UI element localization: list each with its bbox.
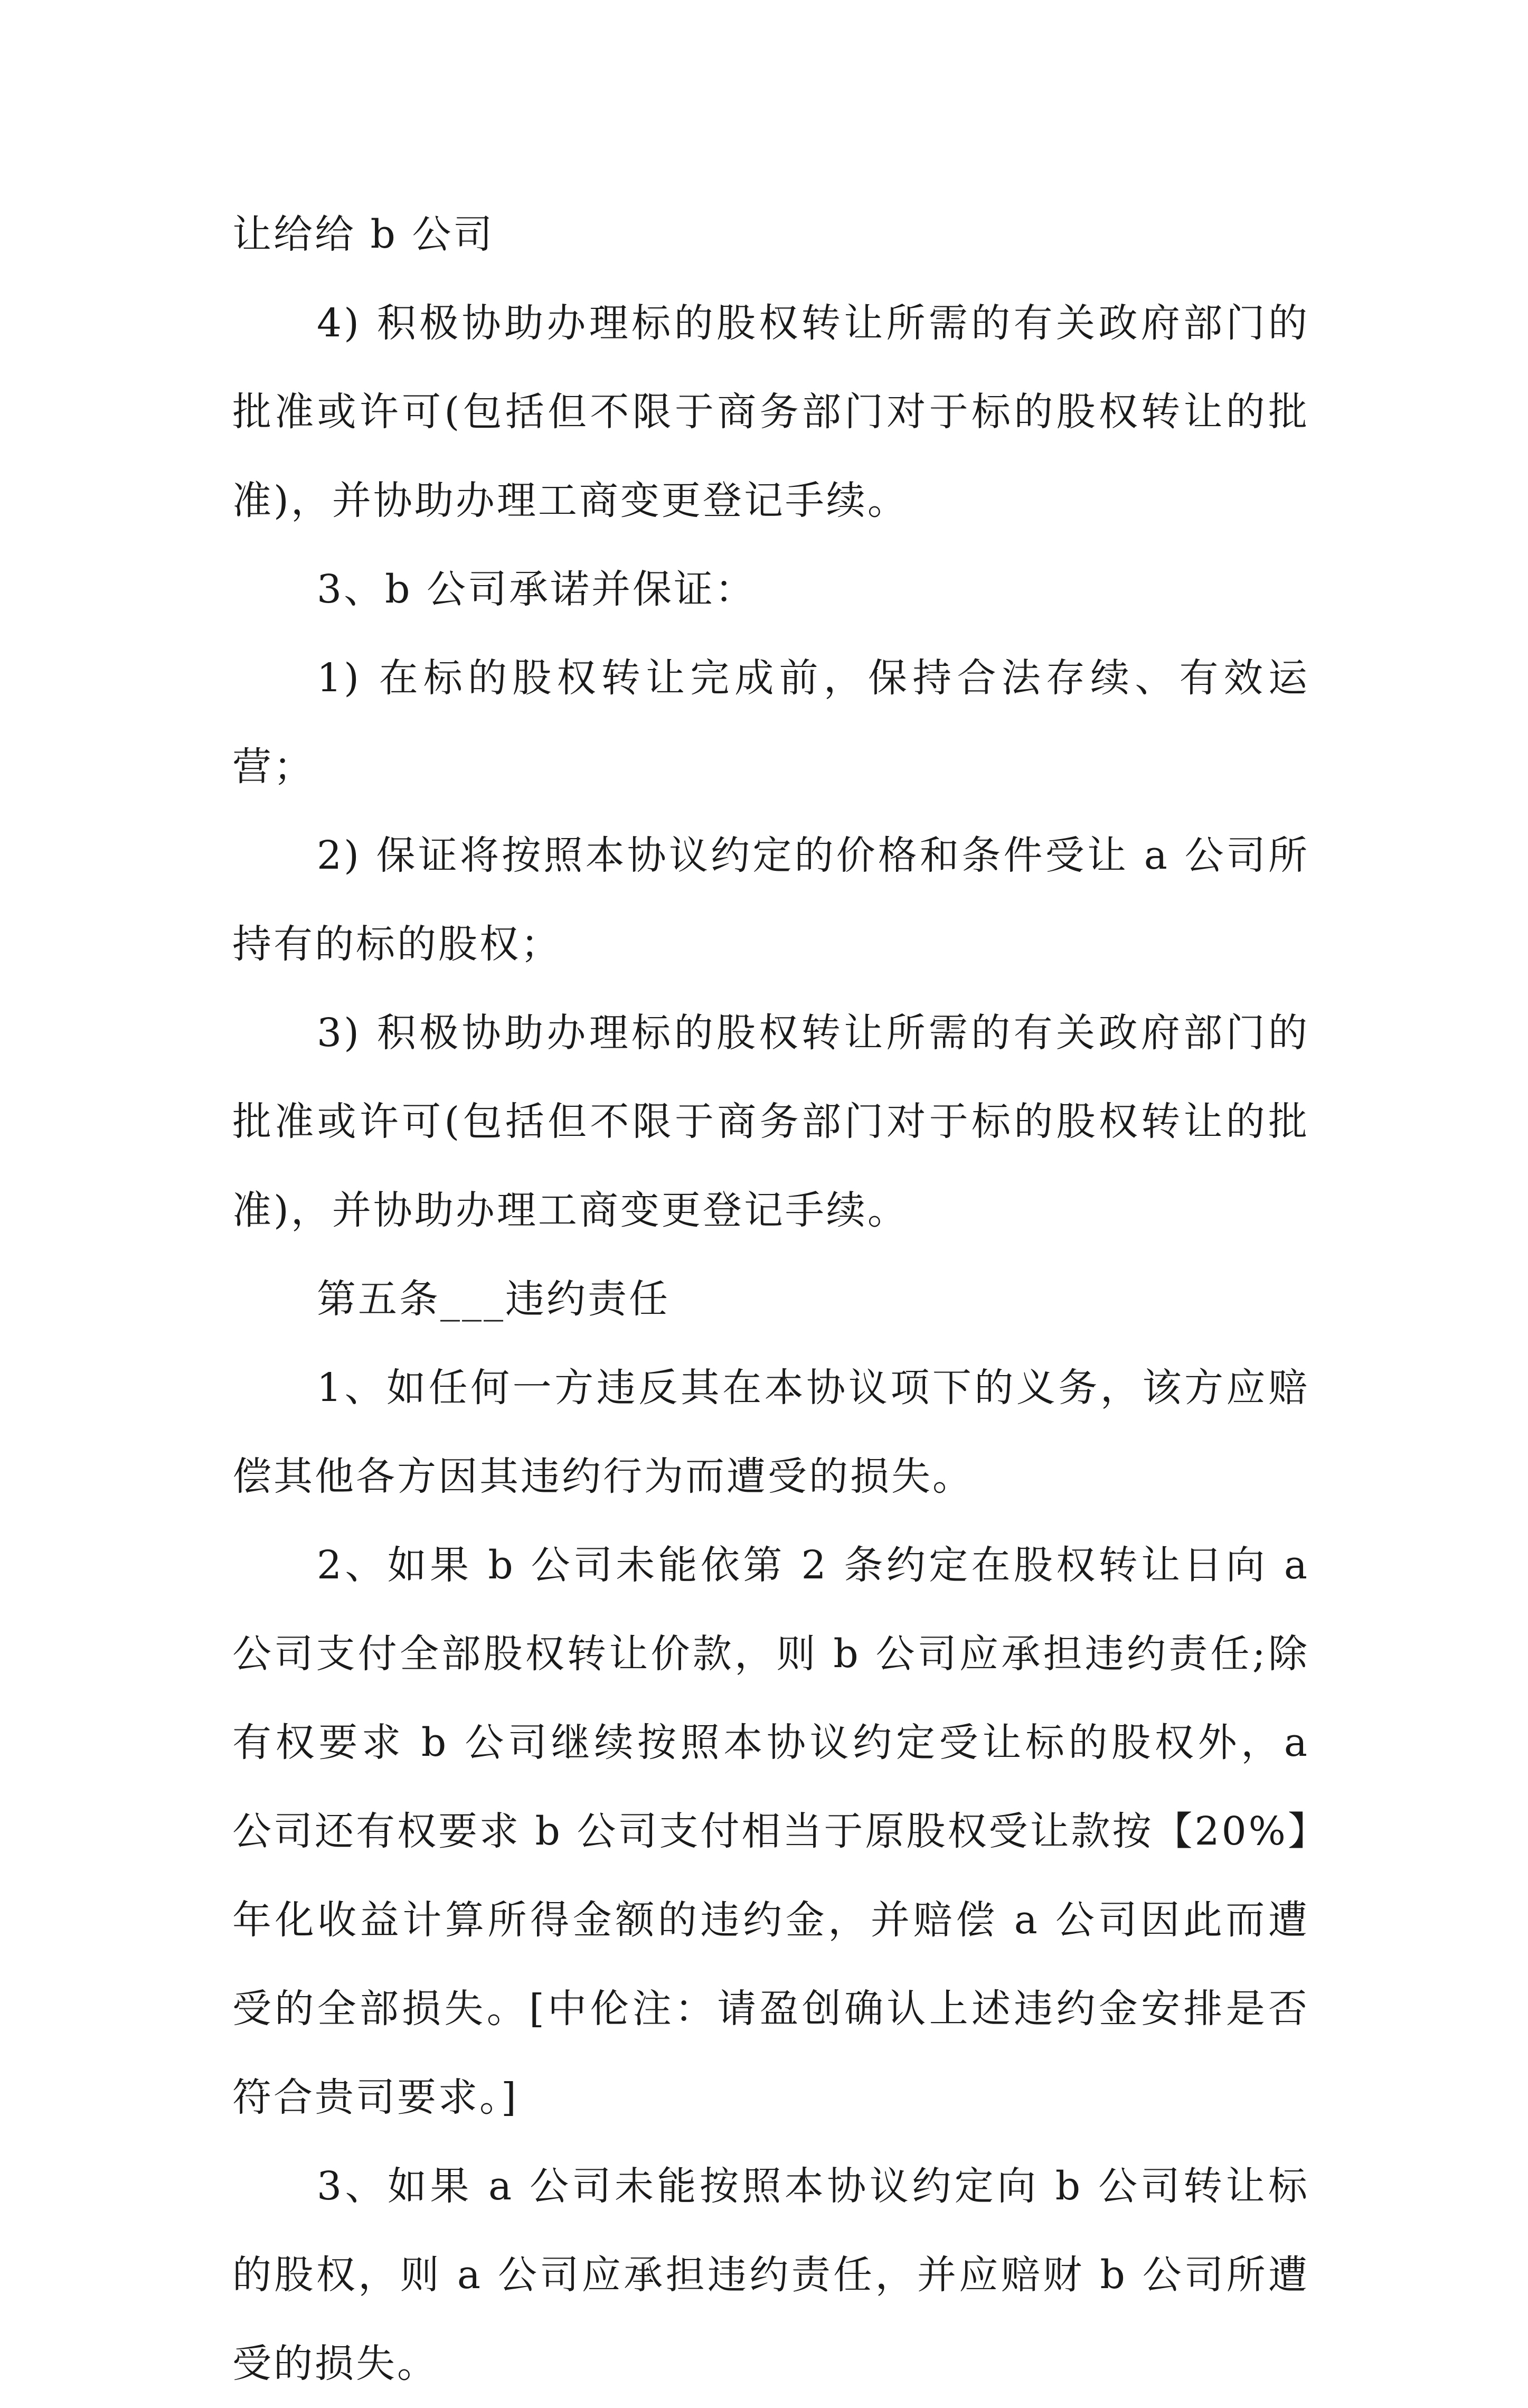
article-heading: 第五条___违约责任 [317, 1276, 670, 1322]
paragraph-liability-1: 1、如任何一方违反其在本协议项下的义务，该方应赔偿其他各方因其违约行为而遭受的损失。 [232, 1365, 1309, 1499]
paragraph-item-4: 4) 积极协助办理标的股权转让所需的有关政府部门的批准或许可(包括但不限于商务部门对于标的股权转让的批准)，并协助办理工商变更登记手续。 [232, 300, 1309, 523]
paragraph-liability-3: 3、如果 a 公司未能按照本协议约定向 b 公司转让标的股权，则 a 公司应承担违约责任，并应赔财 b 公司所遭受的损失。 [232, 2164, 1309, 2386]
paragraph-item-3: 3) 积极协助办理标的股权转让所需的有关政府部门的批准或许可(包括但不限于商务部门对于标的股权转让的批准)，并协助办理工商变更登记手续。 [232, 1010, 1309, 1233]
paragraph-liability-2: 2、如果 b 公司未能依第 2 条约定在股权转让日向 a 公司支付全部股权转让价款，则 b 公司应承担违约责任;除有权要求 b 公司继续按照本协议约定受让标的股权外，a 公司还有权要求 b 公司支付相当于原股权受让款按【20%】年化收益计算所得金额的违约金，并赔偿 a 公司因此而遭受的全部损失。[中伦注：请盈创确认上述违约金安排是否符合贵司要求。] [232, 1542, 1309, 2120]
paragraph-clause-3: 3、b 公司承诺并保证： [317, 567, 756, 612]
paragraph-continuation: 让给给 b 公司 [232, 212, 495, 257]
document-body [232, 190, 1309, 2408]
paragraph-item-1: 1) 在标的股权转让完成前，保持合法存续、有效运营； [232, 655, 1309, 789]
paragraph-item-2: 2) 保证将按照本协议约定的价格和条件受让 a 公司所持有的标的股权； [232, 833, 1309, 967]
